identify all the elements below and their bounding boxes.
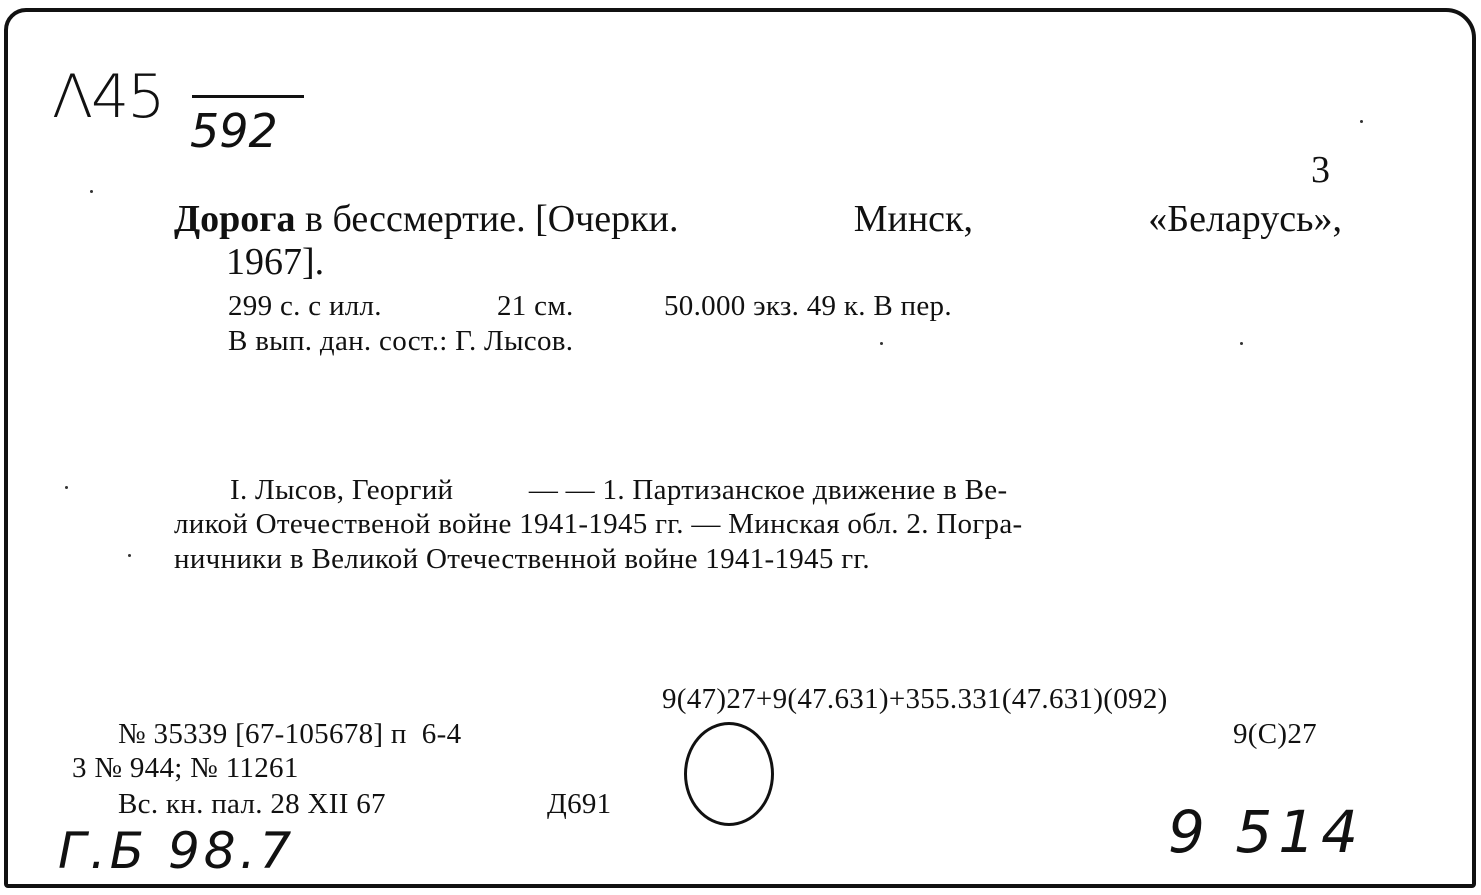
physical-size: 21 см. (497, 290, 574, 322)
title-year: 1967]. (226, 241, 325, 283)
card-number: 3 (1311, 149, 1330, 191)
shelfmark-sub: 592 (190, 104, 278, 158)
scan-speck (128, 554, 131, 557)
physical-pages: 299 с. с илл. (228, 290, 382, 322)
title-line (174, 197, 1342, 241)
record-copies: 3 № 944; № 11261 (72, 752, 299, 784)
city: Минск, (853, 198, 974, 240)
classification-short: 9(С)27 (1233, 718, 1317, 750)
title-word: Дорога (174, 198, 296, 240)
shelfmark-main: Λ45 (52, 62, 164, 132)
subject-line-2: ликой Отечественой войне 1941-1945 гг. — Минская обл. 2. Погра- (174, 508, 1023, 540)
subject-line-1: I. Лысов, Георгий — — 1. Партизанское движение в Ве- (230, 474, 1008, 506)
shelfmark-overline (192, 95, 304, 98)
scan-speck (1360, 120, 1363, 123)
classification-index: 9(47)27+9(47.631)+355.331(47.631)(092) (662, 683, 1168, 715)
circle-stamp (684, 722, 774, 826)
scan-speck (1240, 342, 1243, 345)
subject-line-3: ничники в Великой Отечественной войне 1941-1945 гг. (174, 543, 870, 575)
title-rest: в бессмертие. [Очерки. (305, 198, 679, 240)
shelfmark (52, 62, 163, 132)
record-number: № 35339 [67-105678] п 6-4 (118, 718, 462, 750)
scan-speck (90, 190, 93, 193)
handwritten-bottom-right: 9 514 (1168, 798, 1365, 866)
physical-run-price: 50.000 экз. 49 к. В пер. (664, 290, 952, 322)
publisher: «Беларусь», (1148, 198, 1342, 240)
record-code: Д691 (547, 788, 612, 820)
scan-speck (880, 342, 883, 345)
record-chamber: Вс. кн. пал. 28 XII 67 (118, 788, 386, 820)
scan-speck (65, 486, 68, 489)
handwritten-bottom-left: Г.Б 98.7 (58, 822, 296, 880)
compiler-note: В вып. дан. сост.: Г. Лысов. (228, 325, 574, 357)
